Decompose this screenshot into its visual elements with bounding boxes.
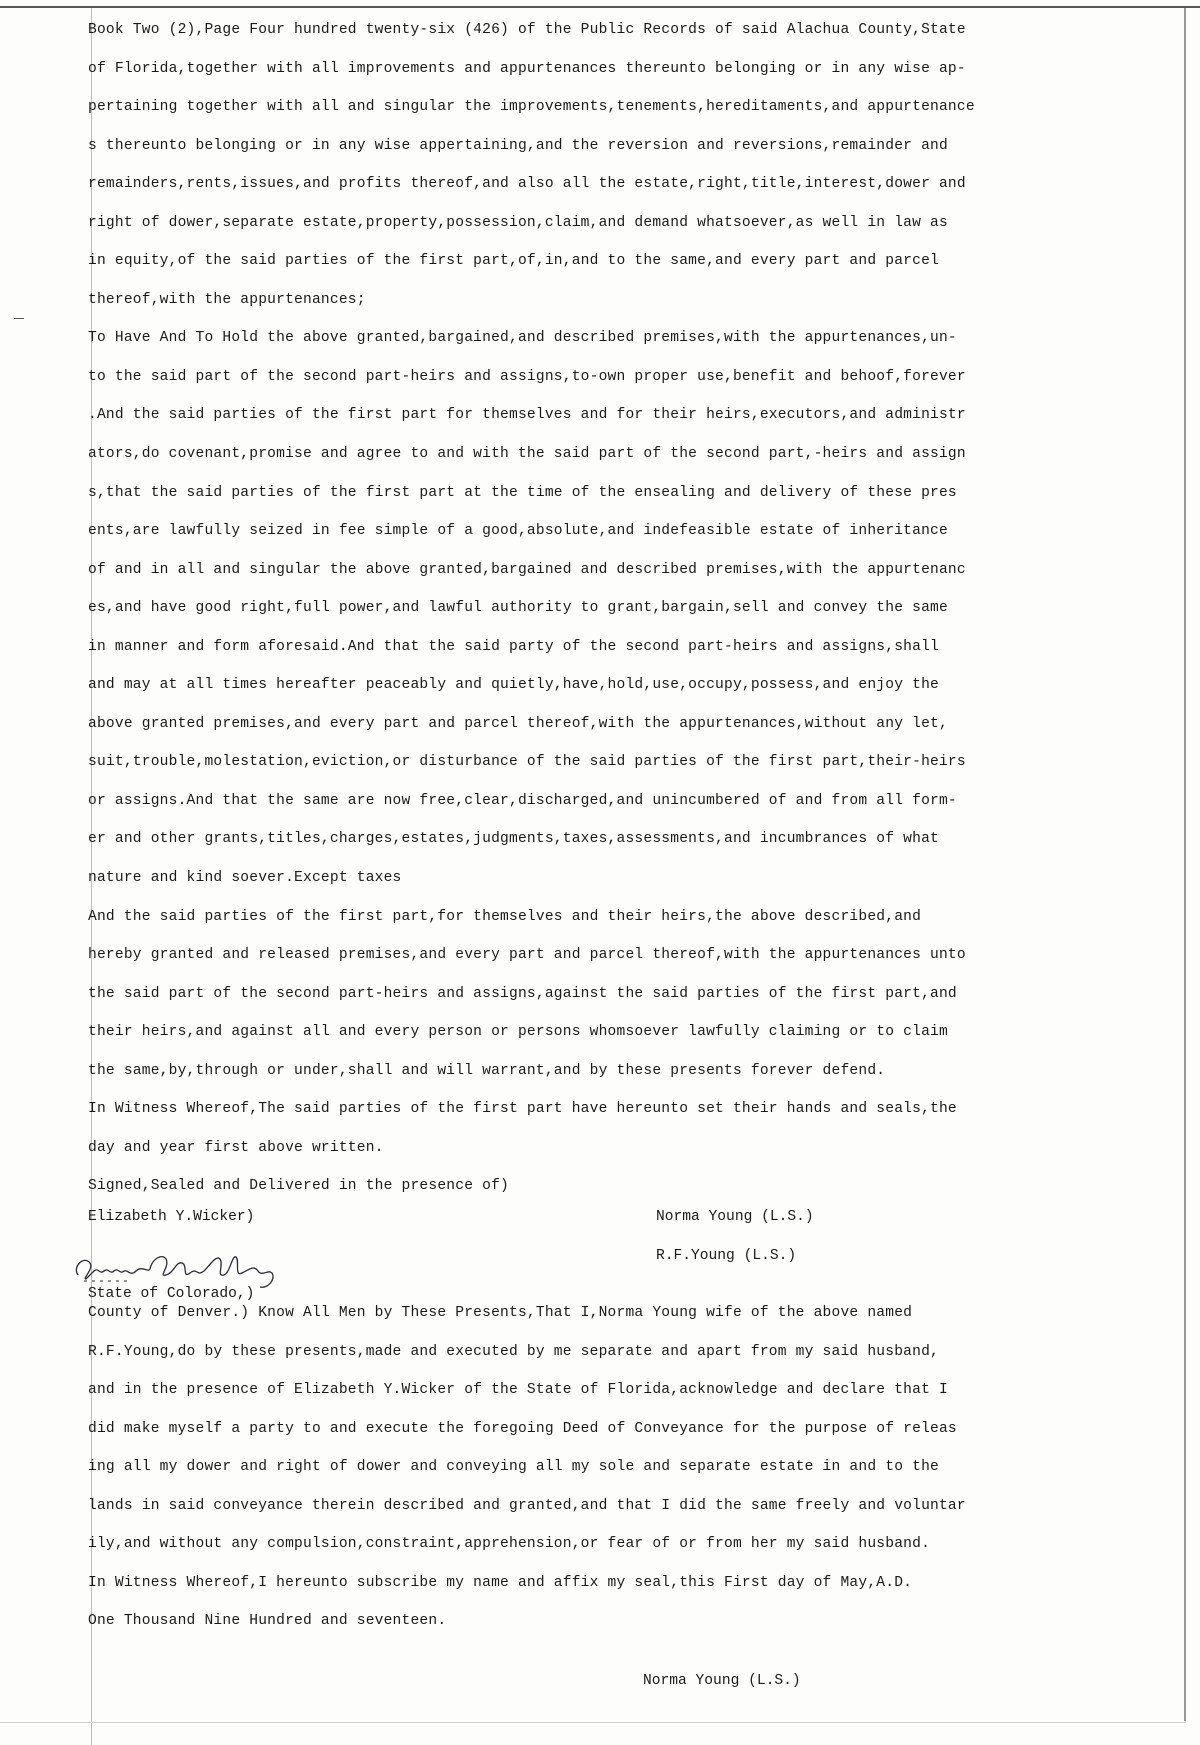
ack-line: did make myself a party to and execute the foregoing Deed of Conveyance for the purpose of releas	[88, 1420, 957, 1437]
deed-line: nature and kind soever.Except taxes	[88, 870, 402, 887]
witness-1-name: Elizabeth Y.Wicker)	[88, 1209, 255, 1225]
deed-line: the same,by,through or under,shall and will warrant,and by these presents forever defend.	[88, 1062, 886, 1079]
deed-line: thereof,with the appurtenances;	[88, 291, 366, 308]
deed-line: their heirs,and against all and every person or persons whomsoever lawfully claiming or to claim	[88, 1024, 948, 1041]
deed-line: to the said part of the second part-heirs and assigns,to-own proper use,benefit and behoof,forever	[88, 368, 966, 385]
deed-line: es,and have good right,full power,and lawful authority to grant,bargain,sell and convey the same	[88, 600, 948, 617]
deed-line: suit,trouble,molestation,eviction,or disturbance of the said parties of the first part,their-heirs	[88, 754, 966, 771]
deed-line: s thereunto belonging or in any wise appertaining,and the reversion and reversions,remainder and	[88, 137, 948, 154]
deed-line: s,that the said parties of the first part at the time of the ensealing and delivery of these pres	[88, 484, 957, 501]
margin-mark	[14, 318, 24, 319]
signer-1-name: Norma Young (L.S.)	[656, 1209, 814, 1225]
deed-line: pertaining together with all and singular the improvements,tenements,hereditaments,and appurtenance	[88, 99, 975, 116]
ack-line: ing all my dower and right of dower and conveying all my sole and separate estate in and to the	[88, 1459, 939, 1476]
deed-body	[88, 17, 1108, 1212]
deed-line: ators,do covenant,promise and agree to and with the said part of the second part,-heirs and assign	[88, 446, 966, 463]
ack-line: ily,and without any compulsion,constraint,apprehension,or fear of or from her my said husband.	[88, 1536, 931, 1553]
top-rule	[0, 6, 1200, 8]
bottom-page-edge	[0, 1722, 1186, 1723]
deed-line: the said part of the second part-heirs and assigns,against the said parties of the first part,and	[88, 985, 957, 1002]
deed-line: Book Two (2),Page Four hundred twenty-six (426) of the Public Records of said Alachua County,State	[88, 22, 966, 38]
ack-line: lands in said conveyance therein described and granted,and that I did the same freely and voluntar	[88, 1497, 966, 1514]
deed-line: Signed,Sealed and Delivered in the presence of)	[88, 1178, 510, 1195]
deed-line: hereby granted and released premises,and every part and parcel thereof,with the appurtenances unto	[88, 947, 966, 964]
deed-line: And the said parties of the first part,for themselves and their heirs,the above described,and	[88, 908, 922, 925]
state-line: State of Colorado,)	[88, 1286, 255, 1302]
ack-line: One Thousand Nine Hundred and seventeen.	[88, 1613, 447, 1630]
ack-line: In Witness Whereof,I hereunto subscribe my name and affix my seal,this First day of May,A.D.	[88, 1574, 913, 1591]
deed-line: in equity,of the said parties of the first part,of,in,and to the same,and every part and parcel	[88, 253, 939, 270]
final-signature: Norma Young (L.S.)	[643, 1673, 801, 1689]
deed-line: of Florida,together with all improvements and appurtenances thereunto belonging or in any wise ap-	[88, 60, 966, 77]
signature-row	[88, 1243, 1108, 1282]
deed-line: of and in all and singular the above granted,bargained and described premises,with the appurtenanc	[88, 561, 966, 578]
right-page-edge	[1184, 8, 1186, 1721]
ack-line: and in the presence of Elizabeth Y.Wicker of the State of Florida,acknowledge and declare that I	[88, 1382, 948, 1399]
deed-line: or assigns.And that the same are now free,clear,discharged,and unincumbered of and from all form-	[88, 792, 957, 809]
acknowledgment-body	[88, 1300, 1108, 1647]
deed-line: above granted premises,and every part and parcel thereof,with the appurtenances,without any let,	[88, 715, 948, 732]
deed-line: er and other grants,titles,charges,estates,judgments,taxes,assessments,and incumbrances of what	[88, 831, 939, 848]
deed-line: in manner and form aforesaid.And that the said party of the second part-heirs and assigns,shall	[88, 638, 939, 655]
ack-line: County of Denver.) Know All Men by These Presents,That I,Norma Young wife of the above named	[88, 1305, 913, 1321]
deed-line: day and year first above written.	[88, 1139, 384, 1156]
signature-row	[88, 1204, 1108, 1243]
ack-line: R.F.Young,do by these presents,made and executed by me separate and apart from my said husband,	[88, 1343, 939, 1360]
signer-2-name: R.F.Young (L.S.)	[656, 1247, 797, 1264]
deed-line: remainders,rents,issues,and profits thereof,and also all the estate,right,title,interest,dower and	[88, 176, 966, 193]
deed-line: and may at all times hereafter peaceably and quietly,have,hold,use,occupy,possess,and enjoy the	[88, 677, 939, 694]
deed-line: right of dower,separate estate,property,possession,claim,and demand whatsoever,as well in law as	[88, 214, 948, 231]
deed-line: .And the said parties of the first part for themselves and for their heirs,executors,and administr	[88, 407, 966, 424]
deed-line: ents,are lawfully seized in fee simple of a good,absolute,and indefeasible estate of inheritance	[88, 523, 948, 540]
deed-line: To Have And To Hold the above granted,bargained,and described premises,with the appurtenances,un-	[88, 330, 957, 347]
deed-line: In Witness Whereof,The said parties of the first part have hereunto set their hands and seals,the	[88, 1101, 957, 1118]
